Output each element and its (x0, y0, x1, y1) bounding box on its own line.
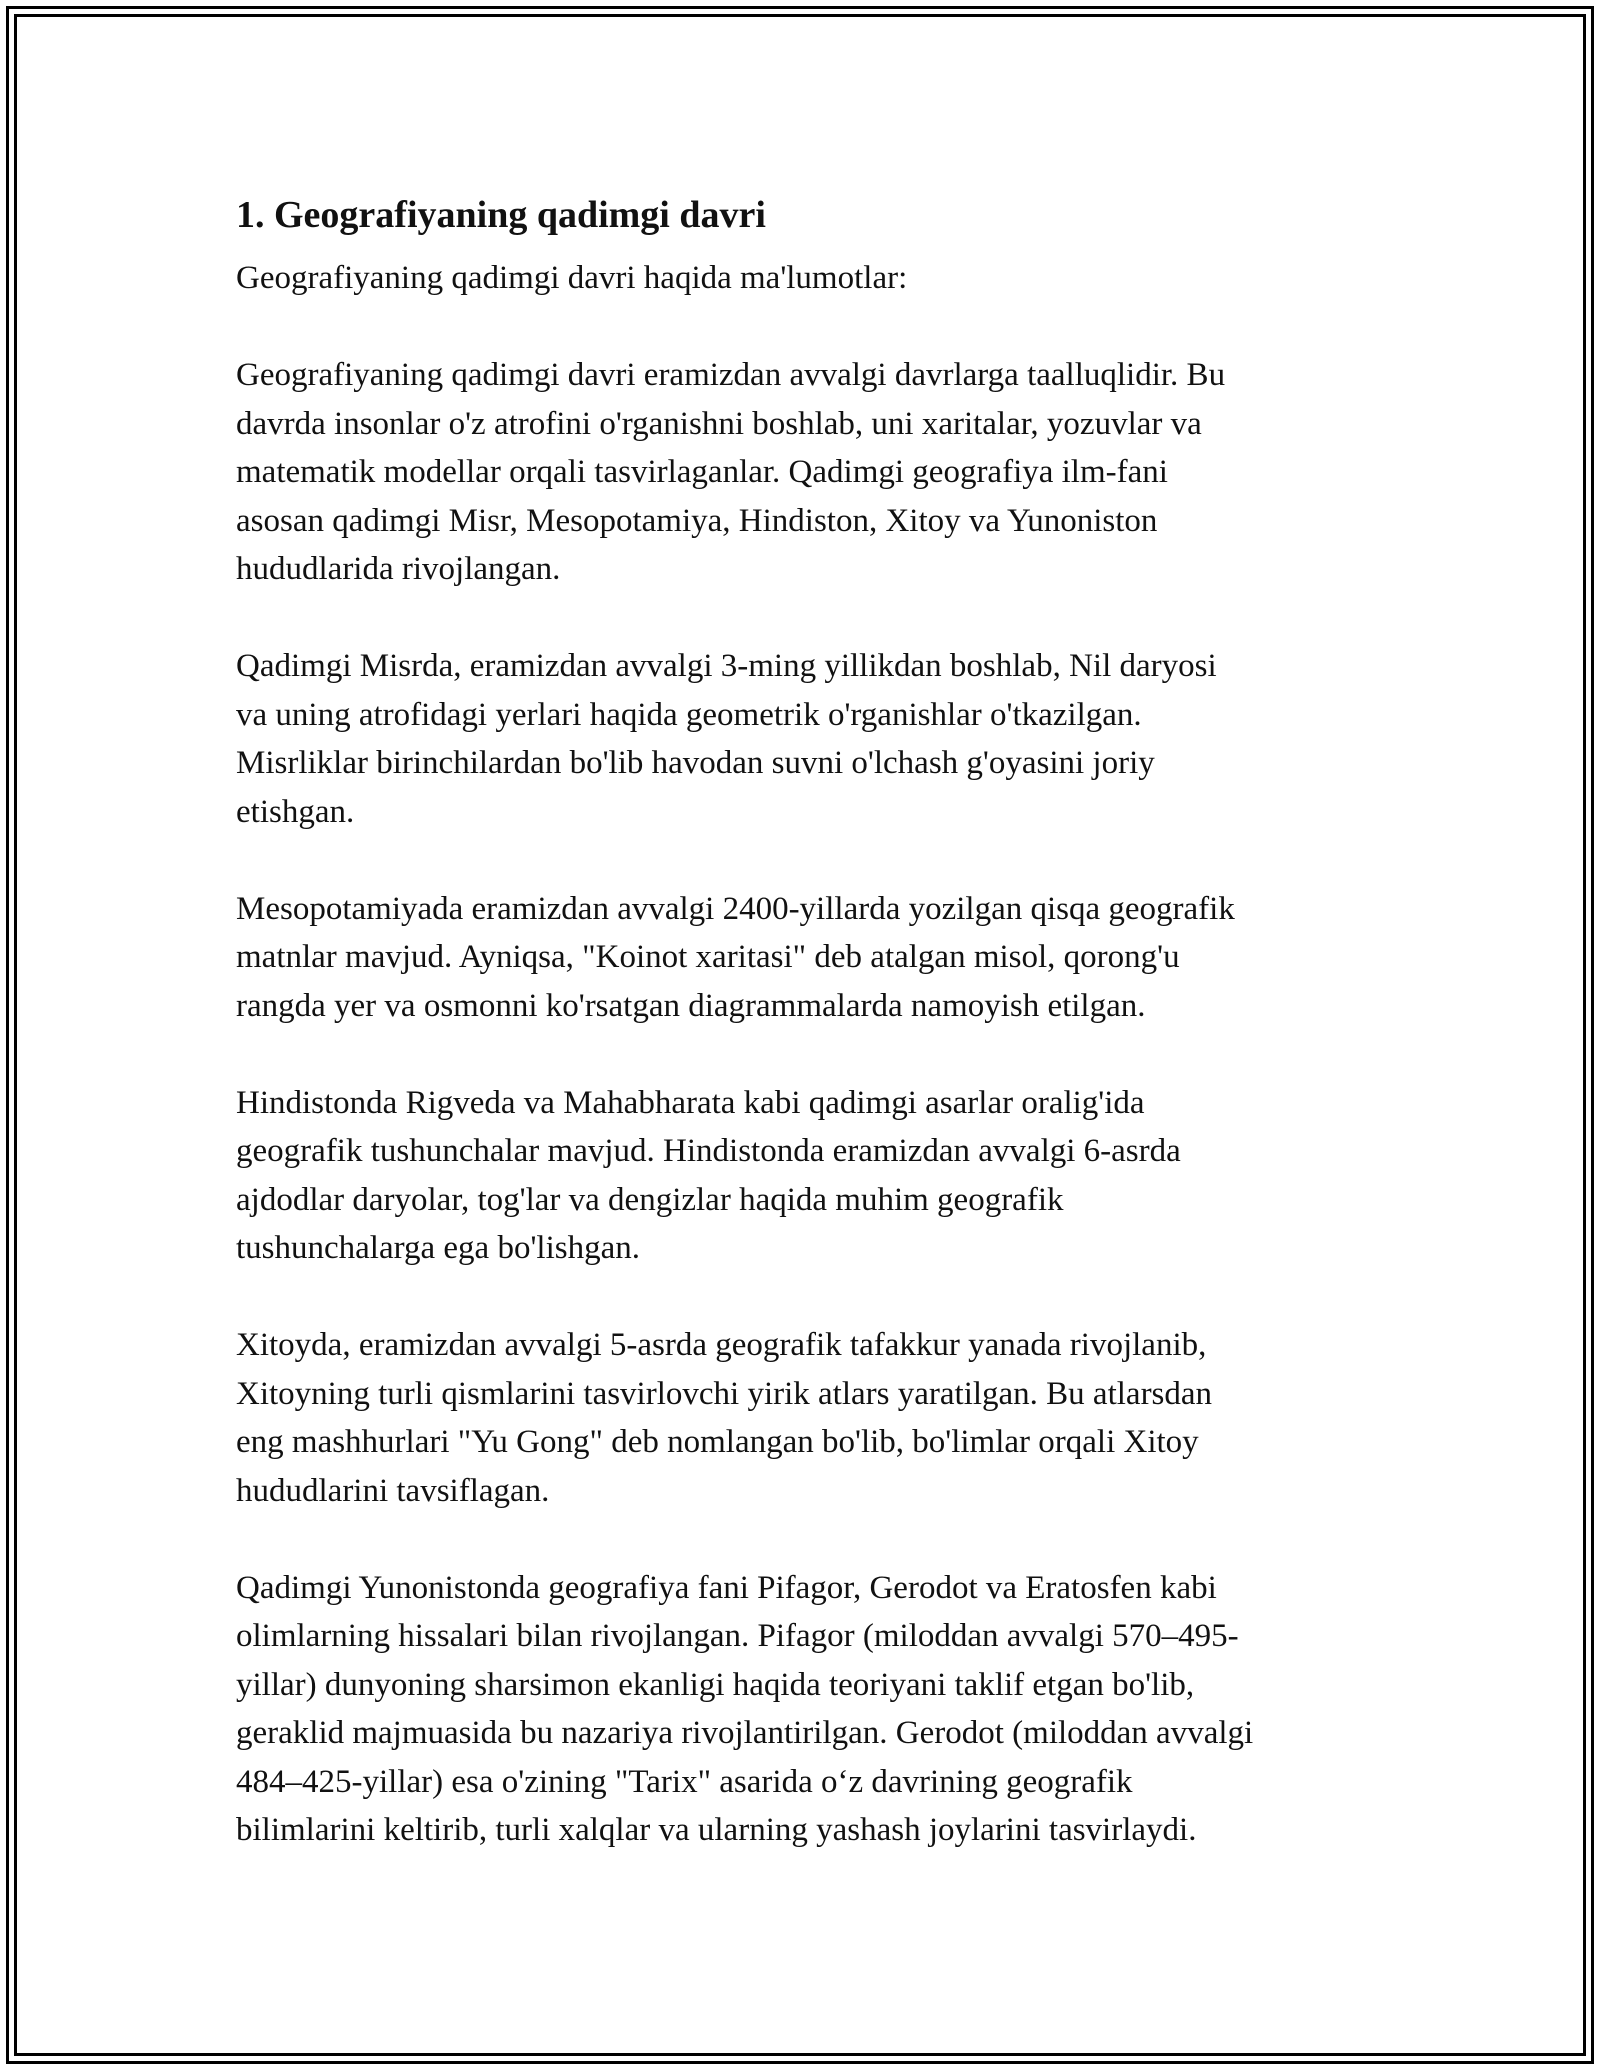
paragraph-line: 484–425-yillar) esa o'zining "Tarix" asarida o‘z davrining geografik (236, 1763, 1133, 1800)
paragraph-line: Misrliklar birinchilardan bo'lib havodan suvni o'lchash g'oyasini joriy (236, 745, 1155, 781)
paragraph-egypt (236, 642, 1376, 836)
paragraph-line: olimlarning hissalari bilan rivojlangan. Pifagor (miloddan avvalgi 570–495- (236, 1618, 1239, 1654)
paragraph-line: eng mashhurlari "Yu Gong" deb nomlangan bo'lib, bo'limlar orqali Xitoy (236, 1424, 1199, 1460)
paragraph-line: bilimlarini keltirib, turli xalqlar va ularning yashash joylarini tasvirlaydi. (236, 1812, 1197, 1848)
paragraph-line: ajdodlar daryolar, tog'lar va dengizlar haqida muhim geografik (236, 1181, 1064, 1218)
paragraph-line: Qadimgi Misrda, eramizdan avvalgi 3-ming yillikdan boshlab, Nil daryosi (236, 648, 1217, 684)
document-body (236, 186, 1376, 1903)
paragraph-india (236, 1079, 1376, 1273)
paragraph-line: davrda insonlar o'z atrofini o'rganishni boshlab, uni xaritalar, yozuvlar va (236, 405, 1202, 442)
paragraph-line: tushunchalarga ega bo'lishgan. (236, 1230, 640, 1266)
paragraph-line: matematik modellar orqali tasvirlaganlar. Qadimgi geografiya ilm-fani (236, 454, 1168, 490)
paragraph-general (236, 351, 1376, 594)
paragraph-line: Xitoyda, eramizdan avvalgi 5-asrda geografik tafakkur yanada rivojlanib, (236, 1327, 1207, 1363)
section-heading: 1. Geografiyaning qadimgi davri (236, 194, 766, 236)
paragraph-china (236, 1321, 1376, 1515)
paragraph-line: Qadimgi Yunonistonda geografiya fani Pifagor, Gerodot va Eratosfen kabi (236, 1569, 1217, 1606)
paragraph-line: yillar) dunyoning sharsimon ekanligi haqida teoriyani taklif etgan bo'lib, (236, 1666, 1195, 1703)
paragraph-line: geografik tushunchalar mavjud. Hindistonda eramizdan avvalgi 6-asrda (236, 1133, 1181, 1169)
paragraph-line: Geografiyaning qadimgi davri eramizdan avvalgi davrlarga taalluqlidir. Bu (236, 357, 1226, 393)
paragraph-line: matnlar mavjud. Ayniqsa, "Koinot xaritasi" deb atalgan misol, qorong'u (236, 939, 1180, 975)
paragraph-line: geraklid majmuasida bu nazariya rivojlantirilgan. Gerodot (miloddan avvalgi (236, 1715, 1254, 1751)
paragraph-line: Xitoyning turli qismlarini tasvirlovchi yirik atlars yaratilgan. Bu atlarsdan (236, 1375, 1213, 1412)
paragraph-line: Hindistonda Rigveda va Mahabharata kabi qadimgi asarlar oralig'ida (236, 1084, 1145, 1121)
paragraph-line: Mesopotamiyada eramizdan avvalgi 2400-yillarda yozilgan qisqa geografik (236, 890, 1235, 927)
paragraph-line: hududlarida rivojlangan. (236, 551, 561, 587)
paragraph-mesopotamia (236, 885, 1376, 1031)
paragraph-line: asosan qadimgi Misr, Mesopotamiya, Hindiston, Xitoy va Yunoniston (236, 502, 1158, 539)
paragraph-line: rangda yer va osmonni ko'rsatgan diagrammalarda namoyish etilgan. (236, 987, 1146, 1024)
paragraph-greece (236, 1564, 1376, 1855)
paragraph-line: hududlarini tavsiflagan. (236, 1472, 550, 1509)
intro-paragraph: Geografiyaning qadimgi davri haqida ma'lumotlar: (236, 260, 908, 296)
paragraph-line: va uning atrofidagi yerlari haqida geometrik o'rganishlar o'tkazilgan. (236, 696, 1142, 733)
paragraph-line: etishgan. (236, 793, 355, 830)
